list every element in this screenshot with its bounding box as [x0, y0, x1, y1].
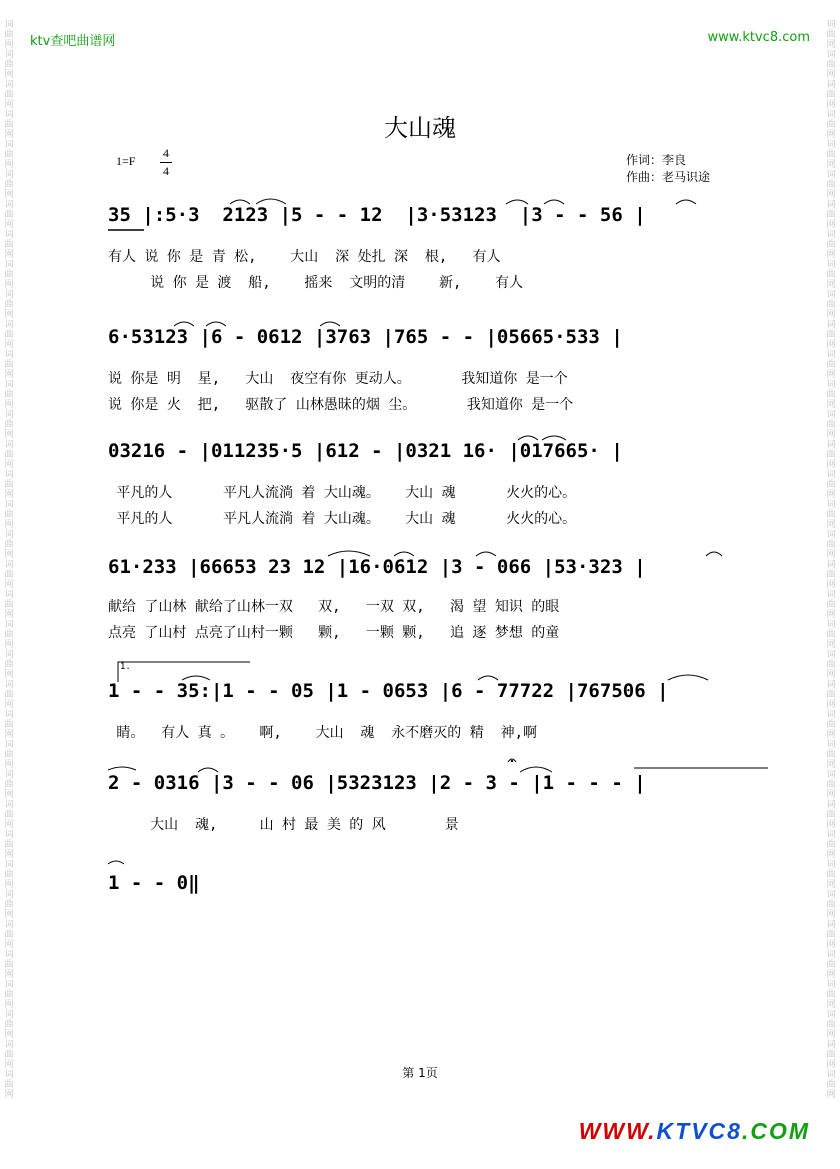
- logo-part-com: .COM: [741, 1118, 810, 1144]
- lyric-verse-1: 大山 魂, 山 村 最 美 的 风 景: [108, 817, 459, 833]
- lyric-verse-1: 说 你是 明 星, 大山 夜空有你 更动人。 我知道你 是一个: [108, 371, 568, 387]
- notation-line: 61·233 |66653 23 12 |16·0612 |3 - 066 |53·323 |: [108, 556, 646, 578]
- key-signature: 1=F: [116, 154, 136, 168]
- credits: [626, 152, 710, 186]
- notation-line: 03216 - |011235·5 |612 - |0321 16· |017665· |: [108, 440, 623, 462]
- site-name[interactable]: ktv查吧曲谱网: [30, 34, 116, 49]
- notation-line: 35 |:5·3 2123 |5 - - 12 |3·53123 |3 - - 56 |: [108, 204, 646, 226]
- lyric-verse-2: 平凡的人 平凡人流淌 着 大山魂。 大山 魂 火火的心。: [108, 511, 577, 527]
- time-top: 4: [163, 146, 169, 160]
- page-number: 第 1页: [402, 1066, 438, 1080]
- notation-line: 1 - - 0‖: [108, 872, 200, 894]
- composer: 作曲：老马识途: [626, 170, 711, 184]
- site-logo[interactable]: [579, 1118, 810, 1145]
- lyric-verse-2: 点亮 了山村 点亮了山村一颗 颗, 一颗 颗, 追 逐 梦想 的童: [108, 625, 560, 641]
- lyricist: 作词：李良: [626, 153, 687, 167]
- time-bottom: 4: [163, 164, 169, 178]
- slurs: [108, 436, 728, 466]
- slurs: [108, 676, 728, 706]
- time-divider: [160, 162, 172, 163]
- lyric-verse-2: 说 你是 火 把, 驱散了 山林愚昧的烟 尘。 我知道你 是一个: [108, 397, 574, 413]
- lyric-verse-1: 平凡的人 平凡人流淌 着 大山魂。 大山 魂 火火的心。: [108, 485, 577, 501]
- notation-line: 6·53123 |6 - 0612 |3763 |765 - - |05665·533 |: [108, 326, 623, 348]
- slurs: [108, 552, 728, 582]
- slurs: [108, 200, 728, 230]
- lyric-verse-1: 睛。 有人 真 。 啊, 大山 魂 永不磨灭的 精 神,啊: [108, 725, 538, 741]
- logo-part-ktvc8: KTVC8: [656, 1118, 742, 1144]
- side-watermark-right: 词曲网词曲网词曲网词曲网词曲网词曲网词曲网词曲网词曲网词曲网词曲网词曲网词曲网词曲网词曲网词曲网词曲网词曲网词曲网词曲网词曲网词曲网词曲网词曲网词曲网词曲网词曲网词曲网词曲网词曲网词曲网词曲网词曲网词曲网词曲网词曲网: [826, 20, 836, 1100]
- time-signature: [160, 146, 172, 179]
- slurs: [108, 322, 728, 352]
- lyric-verse-1: 有人 说 你 是 青 松, 大山 深 处扎 深 根, 有人: [108, 249, 501, 265]
- volta-label: 1.: [120, 662, 131, 672]
- slurs: [108, 768, 768, 798]
- site-url[interactable]: www.ktvc8.com: [707, 30, 810, 45]
- slurs: [108, 872, 728, 902]
- song-title: 大山魂: [384, 114, 456, 142]
- lyric-verse-2: 说 你 是 渡 船, 摇来 文明的清 新, 有人: [108, 275, 524, 291]
- logo-part-www: WWW.: [578, 1118, 657, 1144]
- lyric-verse-1: 献给 了山林 献给了山林一双 双, 一双 双, 渴 望 知识 的眼: [108, 599, 560, 615]
- side-watermark-left: 词曲网词曲网词曲网词曲网词曲网词曲网词曲网词曲网词曲网词曲网词曲网词曲网词曲网词曲网词曲网词曲网词曲网词曲网词曲网词曲网词曲网词曲网词曲网词曲网词曲网词曲网词曲网词曲网词曲网词曲网词曲网词曲网词曲网词曲网词曲网词曲网: [4, 20, 14, 1100]
- notation-line: 2 - 0316 |3 - - 06 |5323123 |2 - 3 - |1 - - - |: [108, 772, 646, 794]
- notation-line: 1 - - 35:|1 - - 05 |1 - 0653 |6 - 77722 |767506 |: [108, 680, 669, 702]
